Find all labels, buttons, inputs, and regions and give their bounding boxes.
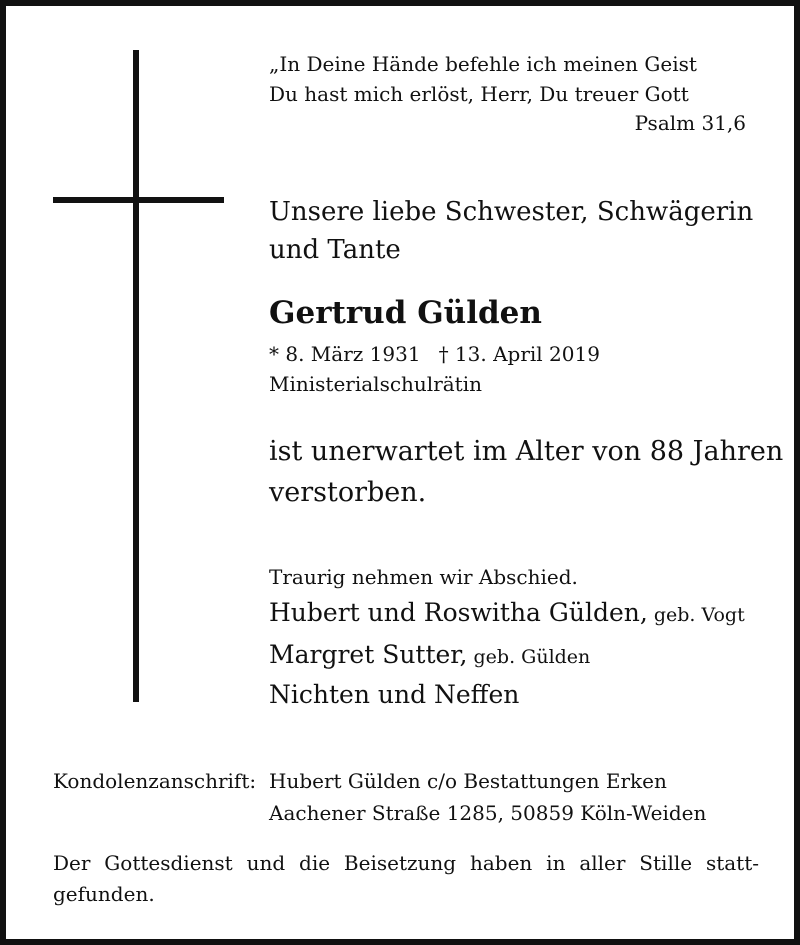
mourner-2-suffix: geb. Gülden xyxy=(467,646,591,668)
condolence-address-line-1: Hubert Gülden c/o Bestattungen Erken xyxy=(269,769,667,793)
age-line-2: verstorben. xyxy=(269,477,427,508)
mourner-2-name: Margret Sutter, xyxy=(269,640,468,669)
death-date: † 13. April 2019 xyxy=(438,342,600,366)
condolence-label: Kondolenzanschrift: xyxy=(53,769,257,793)
mourner-3 xyxy=(269,680,519,709)
age-line-1: ist unerwartet im Alter von 88 Jahren xyxy=(269,436,784,467)
mourner-1 xyxy=(269,598,745,627)
service-note-line-1: Der Gottesdienst und die Beisetzung haben in aller Stille statt- xyxy=(53,851,759,875)
verse-source: Psalm 31,6 xyxy=(634,111,746,135)
intro-line-2: und Tante xyxy=(269,235,401,265)
cross-icon xyxy=(133,50,139,702)
deceased-title: Ministerialschulrätin xyxy=(269,372,482,396)
cross-crossbar xyxy=(53,197,224,203)
mourner-1-suffix: geb. Vogt xyxy=(647,604,745,626)
mourner-3-name: Nichten und Neffen xyxy=(269,680,520,709)
mourner-2 xyxy=(269,640,590,669)
service-note-line-2: gefunden. xyxy=(53,882,155,906)
farewell-text: Traurig nehmen wir Abschied. xyxy=(269,565,578,589)
birth-date: * 8. März 1931 xyxy=(269,342,421,366)
mourner-1-name: Hubert und Roswitha Gülden, xyxy=(269,598,648,627)
deceased-name: Gertrud Gülden xyxy=(269,295,542,331)
intro-line-1: Unsere liebe Schwester, Schwägerin xyxy=(269,197,754,227)
verse-line-2: Du hast mich erlöst, Herr, Du treuer Gott xyxy=(269,82,689,106)
condolence-address-line-2: Aachener Straße 1285, 50859 Köln-Weiden xyxy=(269,801,707,825)
life-dates xyxy=(269,342,600,366)
verse-line-1: „In Deine Hände befehle ich meinen Geist xyxy=(269,52,697,76)
